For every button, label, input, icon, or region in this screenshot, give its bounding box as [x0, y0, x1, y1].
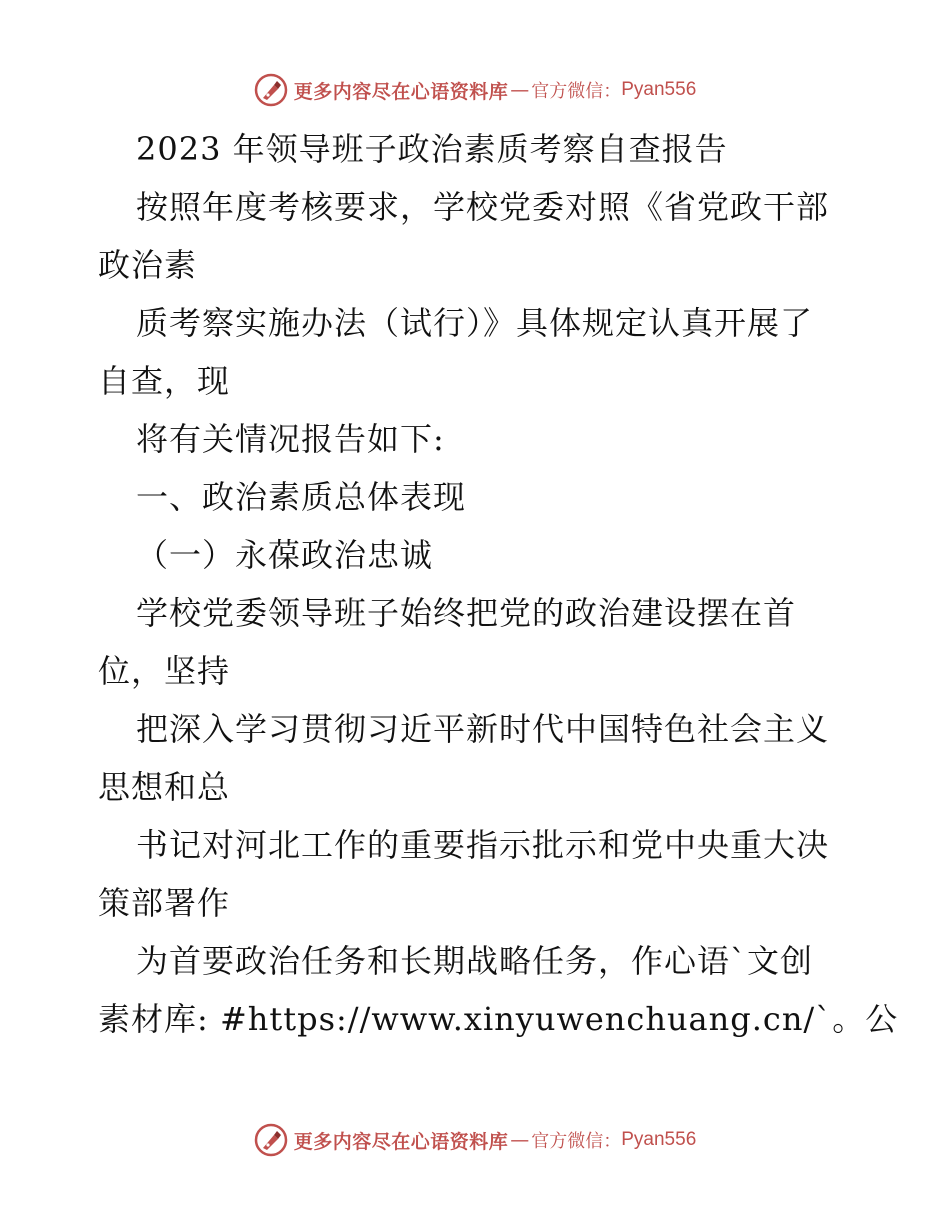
paragraph-line: 为首要政治任务和长期战略任务，作心语`文创: [136, 942, 814, 980]
watermark-wechat-id: Pyan556: [621, 1129, 697, 1150]
section-heading: 一、政治素质总体表现: [136, 478, 467, 516]
paragraph-line: 位，坚持: [98, 652, 231, 690]
paragraph-line: 质考察实施办法（试行）》具体规定认真开展了: [136, 304, 814, 342]
paragraph-line: 自查，现: [98, 362, 231, 400]
watermark-site-text: 更多内容尽在心语资料库: [293, 1130, 509, 1153]
watermark-separator: —: [510, 79, 530, 101]
watermark-separator: —: [510, 1129, 530, 1151]
paragraph-line: 政治素: [98, 246, 198, 284]
paragraph-line: 按照年度考核要求，学校党委对照《省党政干部: [136, 188, 830, 226]
document-title: 2023 年领导班子政治素质考察自查报告: [136, 130, 728, 168]
paragraph-line: 将有关情况报告如下:: [136, 420, 445, 458]
watermark-wechat-id: Pyan556: [621, 79, 697, 100]
paragraph-line: 思想和总: [98, 768, 231, 806]
paragraph-line: 学校党委领导班子始终把党的政治建设摆在首: [136, 594, 797, 632]
header-watermark: [0, 70, 950, 110]
paragraph-line: 策部署作: [98, 884, 231, 922]
footer-watermark: [0, 1120, 950, 1160]
paragraph-line: 书记对河北工作的重要指示批示和党中央重大决: [136, 826, 830, 864]
subsection-heading: （一）永葆政治忠诚: [136, 536, 434, 574]
watermark-site-text: 更多内容尽在心语资料库: [293, 80, 509, 103]
paragraph-line: 素材库: #https://www.xinyuwenchuang.cn/`。公: [98, 1000, 899, 1038]
document-body: [98, 120, 899, 1048]
pen-nib-logo-icon: [254, 73, 288, 107]
paragraph-line: 把深入学习贯彻习近平新时代中国特色社会主义: [136, 710, 830, 748]
pen-nib-logo-icon: [254, 1123, 288, 1157]
watermark-wechat-label: 官方微信：: [531, 81, 622, 102]
watermark-wechat-label: 官方微信：: [531, 1131, 622, 1152]
